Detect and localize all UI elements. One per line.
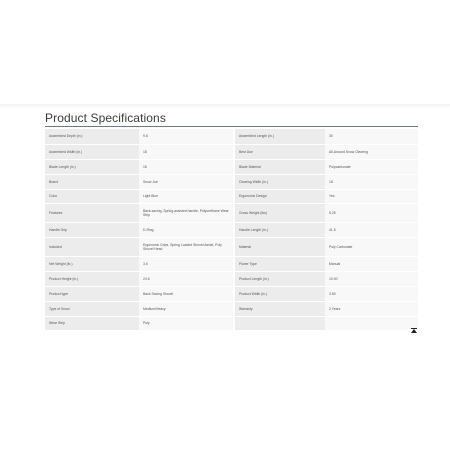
spec-label: Product Height (in.) (45, 272, 139, 287)
specifications-table (45, 129, 418, 331)
spec-label: Clearing Width (in.) (235, 175, 325, 190)
spec-label: Brand (45, 175, 139, 190)
spec-value: 2 Years (325, 302, 418, 317)
spec-value: 18 (325, 175, 418, 190)
spec-row (45, 145, 418, 160)
spec-value: 3.50 (325, 287, 418, 302)
spec-row (45, 317, 418, 331)
spec-row (45, 223, 418, 238)
spec-value: 9.8 (139, 129, 233, 145)
spec-row (45, 272, 418, 287)
spec-row (45, 287, 418, 302)
spec-row (45, 190, 418, 204)
spec-value: Poly Carbonate (325, 238, 418, 257)
spec-label: Blade Length (in.) (45, 160, 139, 175)
spec-value: Manual (325, 257, 418, 272)
spec-row (45, 257, 418, 272)
spec-label: Handle Grip (45, 223, 139, 238)
spec-value: 18 (139, 160, 233, 175)
spec-label: Warranty (235, 302, 325, 317)
spec-label: Net Weight (lb.) (45, 257, 139, 272)
spec-row (45, 238, 418, 257)
spec-value: 41.5 (325, 223, 418, 238)
spec-value: Back-saving, Spring-assisted handle, Polyurethane Wear Strip (139, 204, 233, 223)
spec-label: Blade Material (235, 160, 325, 175)
spec-row (45, 204, 418, 223)
spec-row (45, 160, 418, 175)
spec-label: Product type (45, 287, 139, 302)
spec-value: 24.6 (139, 272, 233, 287)
spec-label: Product Length (in.) (235, 272, 325, 287)
spec-value: Medium/Heavy (139, 302, 233, 317)
spec-value: Ergonomic Grips, Spring Loaded Shovel Assist, Poly Shovel Head (139, 238, 233, 257)
spec-row (45, 302, 418, 317)
spec-value: 30 (325, 129, 418, 145)
spec-value: Snow Joe (139, 175, 233, 190)
spec-label: Wear Strip (45, 317, 139, 331)
title-divider (45, 126, 418, 127)
spec-label (235, 317, 325, 331)
spec-label: Assembled Width (in.) (45, 145, 139, 160)
spec-label: Features (45, 204, 139, 223)
spec-label: Assembled Length (in.) (235, 129, 325, 145)
spec-label: Gross Weight (lbs) (235, 204, 325, 223)
spec-label: Handle Length (in.) (235, 223, 325, 238)
spec-label: Best Use (235, 145, 325, 160)
spec-value: 10.00 (325, 272, 418, 287)
spec-value: Back Saving Shovel (139, 287, 233, 302)
spec-label: Included (45, 238, 139, 257)
spec-value: 3.6 (139, 257, 233, 272)
spec-value: 5.25 (325, 204, 418, 223)
spec-value: Light Blue (139, 190, 233, 204)
spec-value: Yes (325, 190, 418, 204)
spec-label: Ergonomic Design (235, 190, 325, 204)
spec-value: All-Around Snow Clearing (325, 145, 418, 160)
back-to-top-arrow (411, 329, 417, 333)
spec-row (45, 129, 418, 145)
spec-label: Power Type (235, 257, 325, 272)
spec-value: 18 (139, 145, 233, 160)
back-to-top-icon[interactable] (410, 327, 418, 335)
spec-label: Material (235, 238, 325, 257)
header-shadow (0, 104, 450, 108)
spec-value: D-Ring (139, 223, 233, 238)
spec-label: Color (45, 190, 139, 204)
section-title: Product Specifications (45, 111, 166, 125)
spec-value (325, 317, 418, 331)
spec-row (45, 175, 418, 190)
spec-label: Assembled Depth (in.) (45, 129, 139, 145)
spec-label: Type of Snow (45, 302, 139, 317)
spec-value: Polycarbonate (325, 160, 418, 175)
spec-label: Product Width (in.) (235, 287, 325, 302)
spec-value: Poly (139, 317, 233, 331)
